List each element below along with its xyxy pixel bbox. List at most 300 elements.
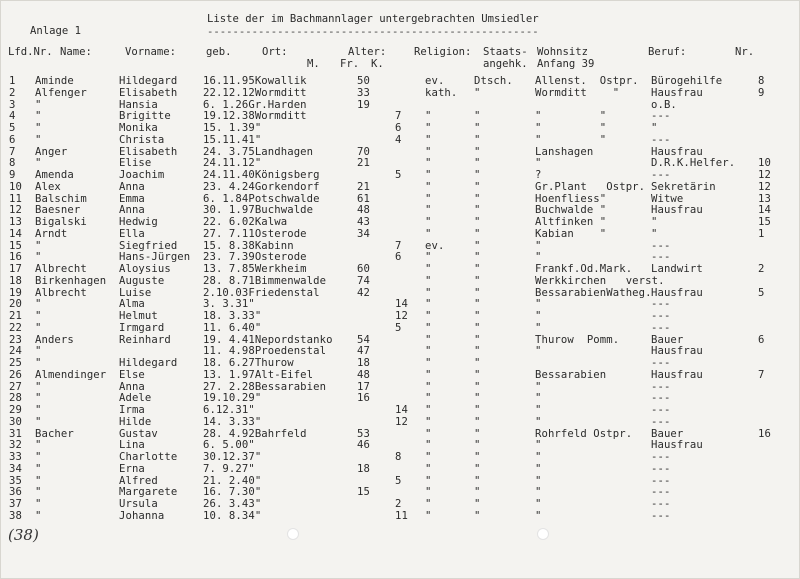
cell-beruf: --- bbox=[651, 498, 671, 510]
col-header-alter: Alter: bbox=[348, 46, 387, 58]
cell-name: " bbox=[35, 462, 42, 475]
cell-wohnsitz: Hoenfliess" bbox=[535, 192, 607, 205]
cell-lfd: 32 bbox=[9, 439, 22, 452]
cell-wohnsitz: " bbox=[535, 380, 542, 393]
cell-lfd: 17 bbox=[9, 263, 22, 275]
cell-vorname: Elise bbox=[119, 157, 152, 170]
cell-nr: 9 bbox=[758, 86, 765, 99]
cell-beruf: Bürogehilfe bbox=[651, 75, 723, 87]
col-header-ort: Ort: bbox=[262, 46, 288, 58]
cell-religion: " bbox=[425, 251, 432, 264]
cell-alter-k: 12 bbox=[395, 415, 408, 428]
cell-geb-ort: 23. 7.39Osterode bbox=[203, 251, 307, 264]
punch-hole bbox=[537, 528, 549, 540]
cell-alter-k: 14 bbox=[395, 298, 408, 311]
cell-staats: " bbox=[474, 415, 481, 428]
cell-beruf: Sekretärin bbox=[651, 180, 716, 193]
cell-beruf: --- bbox=[651, 380, 671, 393]
cell-alter-m: 53 bbox=[357, 427, 370, 440]
cell-alter-m: 48 bbox=[357, 204, 370, 217]
cell-vorname: Joachim bbox=[119, 169, 165, 181]
cell-lfd: 21 bbox=[9, 310, 22, 322]
cell-name: " bbox=[35, 239, 42, 252]
cell-wohnsitz: " " bbox=[535, 133, 607, 146]
cell-lfd: 9 bbox=[9, 169, 16, 181]
cell-beruf: --- bbox=[651, 169, 671, 181]
cell-lfd: 30 bbox=[9, 415, 22, 428]
cell-vorname: Reinhard bbox=[119, 333, 171, 346]
cell-wohnsitz: Gr.Plant Ostpr. bbox=[535, 180, 646, 193]
cell-staats: " bbox=[474, 298, 481, 311]
cell-religion: " bbox=[425, 380, 432, 393]
cell-staats: " bbox=[474, 192, 481, 205]
cell-geb-ort: 26. 3.43" bbox=[203, 498, 262, 510]
cell-beruf: o.B. bbox=[651, 98, 677, 111]
cell-beruf: --- bbox=[651, 310, 671, 322]
cell-religion: " bbox=[425, 333, 432, 346]
cell-alter-k: 5 bbox=[395, 474, 402, 487]
cell-beruf: Bauer bbox=[651, 333, 684, 346]
col-header-lfd: Lfd.Nr. bbox=[8, 46, 53, 58]
cell-name: " bbox=[35, 451, 42, 463]
cell-vorname: Christa bbox=[119, 133, 165, 146]
cell-beruf: Hausfrau bbox=[651, 345, 703, 358]
cell-vorname: Ursula bbox=[119, 498, 158, 510]
cell-alter-m: 43 bbox=[357, 216, 370, 228]
cell-vorname: Luise bbox=[119, 286, 152, 299]
cell-lfd: 19 bbox=[9, 286, 22, 299]
cell-alter-m: 47 bbox=[357, 345, 370, 358]
cell-lfd: 11 bbox=[9, 192, 22, 205]
col-header-geb: geb. bbox=[206, 46, 232, 58]
cell-name: " bbox=[35, 415, 42, 428]
cell-name: " bbox=[35, 110, 42, 123]
cell-staats: " bbox=[474, 404, 481, 416]
cell-geb-ort: 19. 4.41Nepordstanko bbox=[203, 333, 333, 346]
cell-wohnsitz: " bbox=[535, 404, 542, 416]
cell-wohnsitz: Allenst. Ostpr. bbox=[535, 75, 639, 87]
cell-beruf: " bbox=[651, 216, 658, 228]
cell-staats: " bbox=[474, 110, 481, 123]
cell-religion: ev. bbox=[425, 75, 445, 87]
cell-name: " bbox=[35, 392, 42, 405]
cell-geb-ort: 7. 9.27" bbox=[203, 462, 255, 475]
cell-name: " bbox=[35, 486, 42, 499]
cell-vorname: Adele bbox=[119, 392, 152, 405]
cell-beruf: --- bbox=[651, 321, 671, 334]
cell-religion: " bbox=[425, 451, 432, 463]
cell-wohnsitz: Rohrfeld Ostpr. bbox=[535, 427, 633, 440]
cell-name: " bbox=[35, 321, 42, 334]
cell-wohnsitz: " bbox=[535, 321, 542, 334]
cell-lfd: 5 bbox=[9, 122, 16, 134]
cell-beruf: --- bbox=[651, 251, 671, 264]
cell-wohnsitz: " bbox=[535, 239, 542, 252]
cell-vorname: Hansia bbox=[119, 98, 158, 111]
cell-staats: " bbox=[474, 145, 481, 158]
cell-vorname: Elisabeth bbox=[119, 86, 178, 99]
cell-alter-m: 46 bbox=[357, 439, 370, 452]
cell-beruf: " bbox=[651, 122, 658, 134]
cell-staats: " bbox=[474, 333, 481, 346]
cell-lfd: 27 bbox=[9, 380, 22, 393]
cell-religion: " bbox=[425, 157, 432, 170]
cell-alter-m: 19 bbox=[357, 98, 370, 111]
cell-religion: " bbox=[425, 204, 432, 217]
cell-staats: " bbox=[474, 204, 481, 217]
cell-vorname: Brigitte bbox=[119, 110, 171, 123]
cell-vorname: Charlotte bbox=[119, 451, 178, 463]
col-header-vorname: Vorname: bbox=[125, 46, 177, 58]
cell-alter-k: 7 bbox=[395, 110, 402, 123]
cell-geb-ort: 24.11.12" bbox=[203, 157, 262, 170]
cell-geb-ort: 16. 7.30" bbox=[203, 486, 262, 499]
cell-lfd: 8 bbox=[9, 157, 16, 170]
cell-geb-ort: 22. 6.02Kalwa bbox=[203, 216, 288, 228]
cell-alter-m: 74 bbox=[357, 274, 370, 287]
cell-name: " bbox=[35, 122, 42, 134]
cell-staats: " bbox=[474, 251, 481, 264]
cell-lfd: 22 bbox=[9, 321, 22, 334]
cell-wohnsitz: Kabian " bbox=[535, 227, 607, 240]
cell-wohnsitz: " bbox=[535, 486, 542, 499]
cell-nr: 7 bbox=[758, 368, 765, 381]
cell-staats: " bbox=[474, 169, 481, 181]
cell-nr: 12 bbox=[758, 169, 771, 181]
cell-staats: " bbox=[474, 310, 481, 322]
cell-geb-ort: 30.12.37" bbox=[203, 451, 262, 463]
cell-vorname: Hildegard bbox=[119, 75, 178, 87]
cell-beruf: --- bbox=[651, 133, 671, 146]
cell-alter-m: 21 bbox=[357, 157, 370, 170]
cell-vorname: Irmgard bbox=[119, 321, 165, 334]
cell-beruf: Hausfrau bbox=[651, 204, 703, 217]
cell-alter-k: 12 bbox=[395, 310, 408, 322]
cell-name: Bigalski bbox=[35, 216, 87, 228]
cell-nr: 6 bbox=[758, 333, 765, 346]
cell-geb-ort: 22.12.12Wormditt bbox=[203, 86, 307, 99]
cell-wohnsitz: " bbox=[535, 474, 542, 487]
cell-wohnsitz: " " bbox=[535, 110, 607, 123]
cell-religion: " bbox=[425, 227, 432, 240]
cell-name: Balschim bbox=[35, 192, 87, 205]
cell-geb-ort: 13. 7.85Werkheim bbox=[203, 263, 307, 275]
cell-religion: " bbox=[425, 286, 432, 299]
cell-beruf: --- bbox=[651, 404, 671, 416]
cell-alter-k: 11 bbox=[395, 509, 408, 522]
cell-lfd: 13 bbox=[9, 216, 22, 228]
col-header-nr: Nr. bbox=[735, 46, 755, 58]
cell-wohnsitz: Altfinken " bbox=[535, 216, 607, 228]
cell-nr: 2 bbox=[758, 263, 765, 275]
cell-geb-ort: 3. 3.31" bbox=[203, 298, 255, 311]
cell-alter-m: 17 bbox=[357, 380, 370, 393]
col-header-fr: Fr. bbox=[340, 58, 360, 70]
cell-religion: " bbox=[425, 498, 432, 510]
cell-vorname: Emma bbox=[119, 192, 145, 205]
cell-alter-k: 6 bbox=[395, 251, 402, 264]
cell-wohnsitz: " bbox=[535, 462, 542, 475]
cell-alter-m: 70 bbox=[357, 145, 370, 158]
cell-geb-ort: 19.10.29" bbox=[203, 392, 262, 405]
cell-geb-ort: 6.12.31" bbox=[203, 404, 255, 416]
cell-name: Albrecht bbox=[35, 286, 87, 299]
col-header-name: Name: bbox=[60, 46, 92, 58]
cell-name: " bbox=[35, 310, 42, 322]
cell-vorname: Alma bbox=[119, 298, 145, 311]
cell-beruf: D.R.K.Helfer. bbox=[651, 157, 736, 170]
cell-lfd: 37 bbox=[9, 498, 22, 510]
cell-alter-m: 48 bbox=[357, 368, 370, 381]
cell-geb-ort: 10. 8.34" bbox=[203, 509, 262, 522]
cell-religion: " bbox=[425, 110, 432, 123]
cell-lfd: 12 bbox=[9, 204, 22, 217]
cell-wohnsitz: ? bbox=[535, 169, 542, 181]
cell-alter-m: 33 bbox=[357, 86, 370, 99]
cell-lfd: 16 bbox=[9, 251, 22, 264]
handwritten-count: (38) bbox=[8, 526, 39, 544]
cell-beruf: --- bbox=[651, 474, 671, 487]
cell-staats: " bbox=[474, 86, 481, 99]
cell-staats: " bbox=[474, 509, 481, 522]
cell-staats: " bbox=[474, 263, 481, 275]
cell-staats: " bbox=[474, 133, 481, 146]
cell-lfd: 36 bbox=[9, 486, 22, 499]
cell-wohnsitz: " bbox=[535, 415, 542, 428]
cell-staats: " bbox=[474, 474, 481, 487]
cell-alter-k: 7 bbox=[395, 239, 402, 252]
cell-name: " bbox=[35, 98, 42, 111]
cell-staats: " bbox=[474, 157, 481, 170]
cell-vorname: Johanna bbox=[119, 509, 165, 522]
cell-wohnsitz: Thurow Pomm. bbox=[535, 333, 620, 346]
cell-alter-m: 15 bbox=[357, 486, 370, 499]
cell-name: " bbox=[35, 157, 42, 170]
cell-name: " bbox=[35, 298, 42, 311]
cell-staats: " bbox=[474, 392, 481, 405]
cell-staats: " bbox=[474, 380, 481, 393]
cell-religion: " bbox=[425, 427, 432, 440]
cell-lfd: 33 bbox=[9, 451, 22, 463]
cell-name: Bacher bbox=[35, 427, 74, 440]
cell-lfd: 29 bbox=[9, 404, 22, 416]
cell-religion: " bbox=[425, 357, 432, 369]
cell-staats: " bbox=[474, 462, 481, 475]
cell-wohnsitz: BessarabienWatheg. bbox=[535, 286, 652, 299]
cell-vorname: Anna bbox=[119, 180, 145, 193]
cell-religion: " bbox=[425, 509, 432, 522]
col-header-m: M. bbox=[307, 58, 320, 70]
cell-vorname: Anna bbox=[119, 380, 145, 393]
cell-religion: " bbox=[425, 145, 432, 158]
cell-alter-k: 2 bbox=[395, 498, 402, 510]
cell-staats: " bbox=[474, 286, 481, 299]
cell-name: " bbox=[35, 251, 42, 264]
cell-religion: " bbox=[425, 321, 432, 334]
cell-beruf: --- bbox=[651, 392, 671, 405]
cell-vorname: Else bbox=[119, 368, 145, 381]
cell-lfd: 7 bbox=[9, 145, 16, 158]
cell-vorname: Hilde bbox=[119, 415, 152, 428]
cell-name: Alfenger bbox=[35, 86, 87, 99]
cell-vorname: Auguste bbox=[119, 274, 165, 287]
cell-wohnsitz: " bbox=[535, 157, 542, 170]
cell-vorname: Hedwig bbox=[119, 216, 158, 228]
cell-wohnsitz: " " bbox=[535, 122, 607, 134]
cell-religion: " bbox=[425, 310, 432, 322]
cell-beruf: Hausfrau bbox=[651, 86, 703, 99]
cell-religion: " bbox=[425, 216, 432, 228]
cell-nr: 8 bbox=[758, 75, 765, 87]
cell-staats: " bbox=[474, 227, 481, 240]
cell-vorname: Hans-Jürgen bbox=[119, 251, 191, 264]
cell-staats: " bbox=[474, 122, 481, 134]
cell-nr: 12 bbox=[758, 180, 771, 193]
cell-staats: Dtsch. bbox=[474, 75, 513, 87]
cell-religion: " bbox=[425, 274, 432, 287]
cell-vorname: Anna bbox=[119, 204, 145, 217]
cell-alter-k: 8 bbox=[395, 451, 402, 463]
cell-vorname: Irma bbox=[119, 404, 145, 416]
cell-beruf: --- bbox=[651, 509, 671, 522]
cell-lfd: 4 bbox=[9, 110, 16, 123]
cell-religion: " bbox=[425, 474, 432, 487]
cell-geb-ort: 23. 4.24Gorkendorf bbox=[203, 180, 320, 193]
cell-wohnsitz: Werkkirchen verst. bbox=[535, 274, 665, 287]
cell-lfd: 3 bbox=[9, 98, 16, 111]
cell-lfd: 34 bbox=[9, 462, 22, 475]
cell-vorname: Gustav bbox=[119, 427, 158, 440]
cell-name: " bbox=[35, 404, 42, 416]
cell-name: Aminde bbox=[35, 75, 74, 87]
cell-religion: " bbox=[425, 404, 432, 416]
cell-religion: " bbox=[425, 368, 432, 381]
cell-geb-ort: 18. 3.33" bbox=[203, 310, 262, 322]
cell-geb-ort: 14. 3.33" bbox=[203, 415, 262, 428]
cell-beruf: Witwe bbox=[651, 192, 684, 205]
cell-wohnsitz: " bbox=[535, 310, 542, 322]
cell-lfd: 20 bbox=[9, 298, 22, 311]
cell-vorname: Elisabeth bbox=[119, 145, 178, 158]
cell-staats: " bbox=[474, 216, 481, 228]
cell-staats: " bbox=[474, 239, 481, 252]
cell-beruf: Hausfrau bbox=[651, 286, 703, 299]
cell-vorname: Margarete bbox=[119, 486, 178, 499]
cell-alter-m: 18 bbox=[357, 462, 370, 475]
cell-geb-ort: 28. 4.92Bahrfeld bbox=[203, 427, 307, 440]
col-header-beruf: Beruf: bbox=[648, 46, 687, 58]
cell-lfd: 15 bbox=[9, 239, 22, 252]
cell-lfd: 35 bbox=[9, 474, 22, 487]
cell-name: Birkenhagen bbox=[35, 274, 107, 287]
cell-lfd: 38 bbox=[9, 509, 22, 522]
cell-nr: 15 bbox=[758, 216, 771, 228]
cell-lfd: 14 bbox=[9, 227, 22, 240]
document-title: Liste der im Bachmannlager untergebrachten Umsiedler bbox=[207, 13, 539, 25]
cell-geb-ort: 15. 1.39" bbox=[203, 122, 262, 134]
cell-beruf: --- bbox=[651, 298, 671, 311]
cell-lfd: 28 bbox=[9, 392, 22, 405]
cell-religion: " bbox=[425, 169, 432, 181]
cell-vorname: Hildegard bbox=[119, 357, 178, 369]
cell-lfd: 1 bbox=[9, 75, 16, 87]
cell-beruf: --- bbox=[651, 357, 671, 369]
cell-geb-ort: 18. 6.27Thurow bbox=[203, 357, 294, 369]
cell-beruf: --- bbox=[651, 486, 671, 499]
cell-vorname: Erna bbox=[119, 462, 145, 475]
col-header-religion: Religion: bbox=[414, 46, 472, 58]
cell-staats: " bbox=[474, 486, 481, 499]
cell-alter-k: 5 bbox=[395, 169, 402, 181]
cell-religion: ev. bbox=[425, 239, 445, 252]
cell-wohnsitz: " bbox=[535, 451, 542, 463]
cell-vorname: Ella bbox=[119, 227, 145, 240]
cell-geb-ort: 6. 5.00" bbox=[203, 439, 255, 452]
cell-vorname: Monika bbox=[119, 122, 158, 134]
cell-geb-ort: 6. 1.26Gr.Harden bbox=[203, 98, 307, 111]
cell-lfd: 2 bbox=[9, 86, 16, 99]
cell-wohnsitz: " bbox=[535, 392, 542, 405]
cell-wohnsitz: " bbox=[535, 298, 542, 311]
cell-religion: " bbox=[425, 122, 432, 134]
cell-name: " bbox=[35, 509, 42, 522]
cell-religion: kath. bbox=[425, 86, 458, 99]
cell-staats: " bbox=[474, 357, 481, 369]
cell-vorname: Helmut bbox=[119, 310, 158, 322]
cell-vorname: Lina bbox=[119, 439, 145, 452]
cell-geb-ort: 15. 8.38Kabinn bbox=[203, 239, 294, 252]
cell-lfd: 26 bbox=[9, 368, 22, 381]
col-header-k: K. bbox=[371, 58, 384, 70]
cell-name: Anders bbox=[35, 333, 74, 346]
cell-lfd: 31 bbox=[9, 427, 22, 440]
cell-lfd: 24 bbox=[9, 345, 22, 358]
cell-religion: " bbox=[425, 486, 432, 499]
cell-name: Arndt bbox=[35, 227, 68, 240]
anlage-label: Anlage 1 bbox=[30, 25, 82, 37]
cell-geb-ort: 11. 4.98Proedenstal bbox=[203, 345, 327, 358]
cell-geb-ort: 6. 1.84Potschwalde bbox=[203, 192, 320, 205]
cell-beruf: Hausfrau bbox=[651, 145, 703, 158]
cell-religion: " bbox=[425, 462, 432, 475]
cell-beruf: Landwirt bbox=[651, 263, 703, 275]
punch-hole bbox=[287, 528, 299, 540]
cell-name: " bbox=[35, 380, 42, 393]
cell-vorname: Alfred bbox=[119, 474, 158, 487]
cell-wohnsitz: " bbox=[535, 439, 542, 452]
cell-geb-ort: 11. 6.40" bbox=[203, 321, 262, 334]
cell-name: Baesner bbox=[35, 204, 81, 217]
cell-vorname: Aloysius bbox=[119, 263, 171, 275]
cell-lfd: 18 bbox=[9, 274, 22, 287]
cell-beruf: Hausfrau bbox=[651, 368, 703, 381]
cell-alter-m: 21 bbox=[357, 180, 370, 193]
cell-religion: " bbox=[425, 133, 432, 146]
cell-nr: 16 bbox=[758, 427, 771, 440]
cell-alter-m: 18 bbox=[357, 357, 370, 369]
cell-name: Almendinger bbox=[35, 368, 107, 381]
cell-wohnsitz: Frankf.Od.Mark. bbox=[535, 263, 633, 275]
title-underline: ---------------------------------------------------- bbox=[207, 26, 539, 38]
cell-name: " bbox=[35, 133, 42, 146]
cell-beruf: Bauer bbox=[651, 427, 684, 440]
col-header-angehk: angehk. bbox=[483, 58, 528, 70]
cell-name: " bbox=[35, 474, 42, 487]
cell-geb-ort: 27. 2.28Bessarabien bbox=[203, 380, 327, 393]
cell-nr: 10 bbox=[758, 157, 771, 170]
cell-alter-k: 4 bbox=[395, 133, 402, 146]
col-header-anfang: Anfang 39 bbox=[537, 58, 595, 70]
